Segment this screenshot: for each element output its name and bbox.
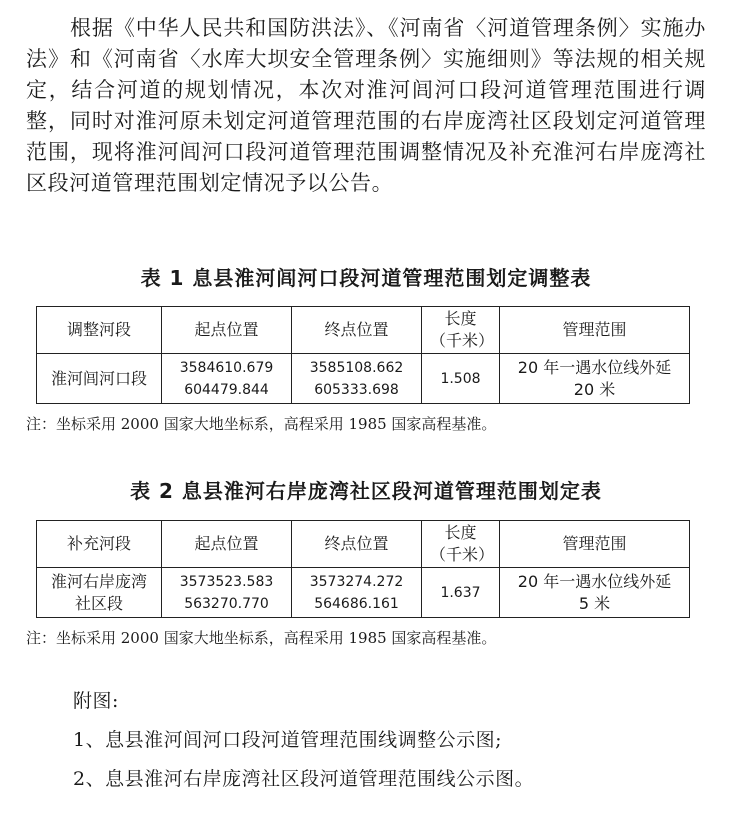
table1-header-scope: 管理范围 <box>500 307 690 354</box>
table2-length: 1.637 <box>422 568 500 618</box>
table2-header-row <box>37 521 690 568</box>
table2-segment <box>37 568 162 618</box>
table2-scope-line1: 20 年一遇水位线外延 <box>517 571 672 591</box>
table1-note: 注：坐标采用 2000 国家大地坐标系，高程采用 1985 国家高程基准。 <box>26 415 497 433</box>
table2-header-start: 起点位置 <box>162 521 292 568</box>
attachments-label: 附图: <box>73 690 119 712</box>
table1-title: 表 1 息县淮河闾河口段河道管理范围划定调整表 <box>140 266 592 290</box>
table2-header-length: 长度（千米） <box>422 521 500 568</box>
table1-scope-line2: 20 米 <box>573 379 616 399</box>
table1-header-row <box>37 307 690 354</box>
table2-start-y: 563270.770 <box>184 595 269 612</box>
table2-start-x: 3573523.583 <box>179 573 274 590</box>
table2 <box>36 520 690 618</box>
table1-length: 1.508 <box>422 354 500 404</box>
table2-end-coords <box>292 568 422 618</box>
table-row <box>37 354 690 404</box>
table-row <box>37 568 690 618</box>
table2-segment-line1: 淮河右岸庞湾 <box>50 571 147 591</box>
table1-segment: 淮河闾河口段 <box>37 354 162 404</box>
table2-segment-line2: 社区段 <box>74 593 123 613</box>
table1-end-x: 3585108.662 <box>309 359 404 376</box>
table2-header-scope: 管理范围 <box>500 521 690 568</box>
table1-end-coords <box>292 354 422 404</box>
table1-scope <box>500 354 690 404</box>
table2-scope-line2: 5 米 <box>578 593 611 613</box>
intro-paragraph: 根据《中华人民共和国防洪法》、《河南省〈河道管理条例〉实施办法》和《河南省〈水库大坝安全管理条例〉实施细则》等法规的相关规定，结合河道的规划情况，本次对淮河闾河口段河道管理范围进行调整，同时对淮河原未划定河道管理范围的右岸庞湾社区段划定河道管理范围，现将淮河闾河口段河道管理范围调整情况及补充淮河右岸庞湾社区段河道管理范围划定情况予以公告。 <box>26 16 706 195</box>
table1-start-x: 3584610.679 <box>179 359 274 376</box>
table2-header-segment: 补充河段 <box>37 521 162 568</box>
table1-header-segment: 调整河段 <box>37 307 162 354</box>
table1-start-coords <box>162 354 292 404</box>
table1 <box>36 306 690 404</box>
table2-end-y: 564686.161 <box>314 595 399 612</box>
table2-end-x: 3573274.272 <box>309 573 404 590</box>
table1-start-y: 604479.844 <box>184 381 269 398</box>
table2-title: 表 2 息县淮河右岸庞湾社区段河道管理范围划定表 <box>130 479 602 503</box>
table1-header-length: 长度（千米） <box>422 307 500 354</box>
table2-note: 注：坐标采用 2000 国家大地坐标系，高程采用 1985 国家高程基准。 <box>26 629 497 647</box>
table1-header-start: 起点位置 <box>162 307 292 354</box>
table2-start-coords <box>162 568 292 618</box>
table2-scope <box>500 568 690 618</box>
table1-header-end: 终点位置 <box>292 307 422 354</box>
attachment-item-2: 2、息县淮河右岸庞湾社区段河道管理范围线公示图。 <box>73 768 535 790</box>
attachment-item-1: 1、息县淮河闾河口段河道管理范围线调整公示图; <box>73 729 502 751</box>
table2-header-end: 终点位置 <box>292 521 422 568</box>
table1-scope-line1: 20 年一遇水位线外延 <box>517 357 672 377</box>
table1-end-y: 605333.698 <box>314 381 399 398</box>
